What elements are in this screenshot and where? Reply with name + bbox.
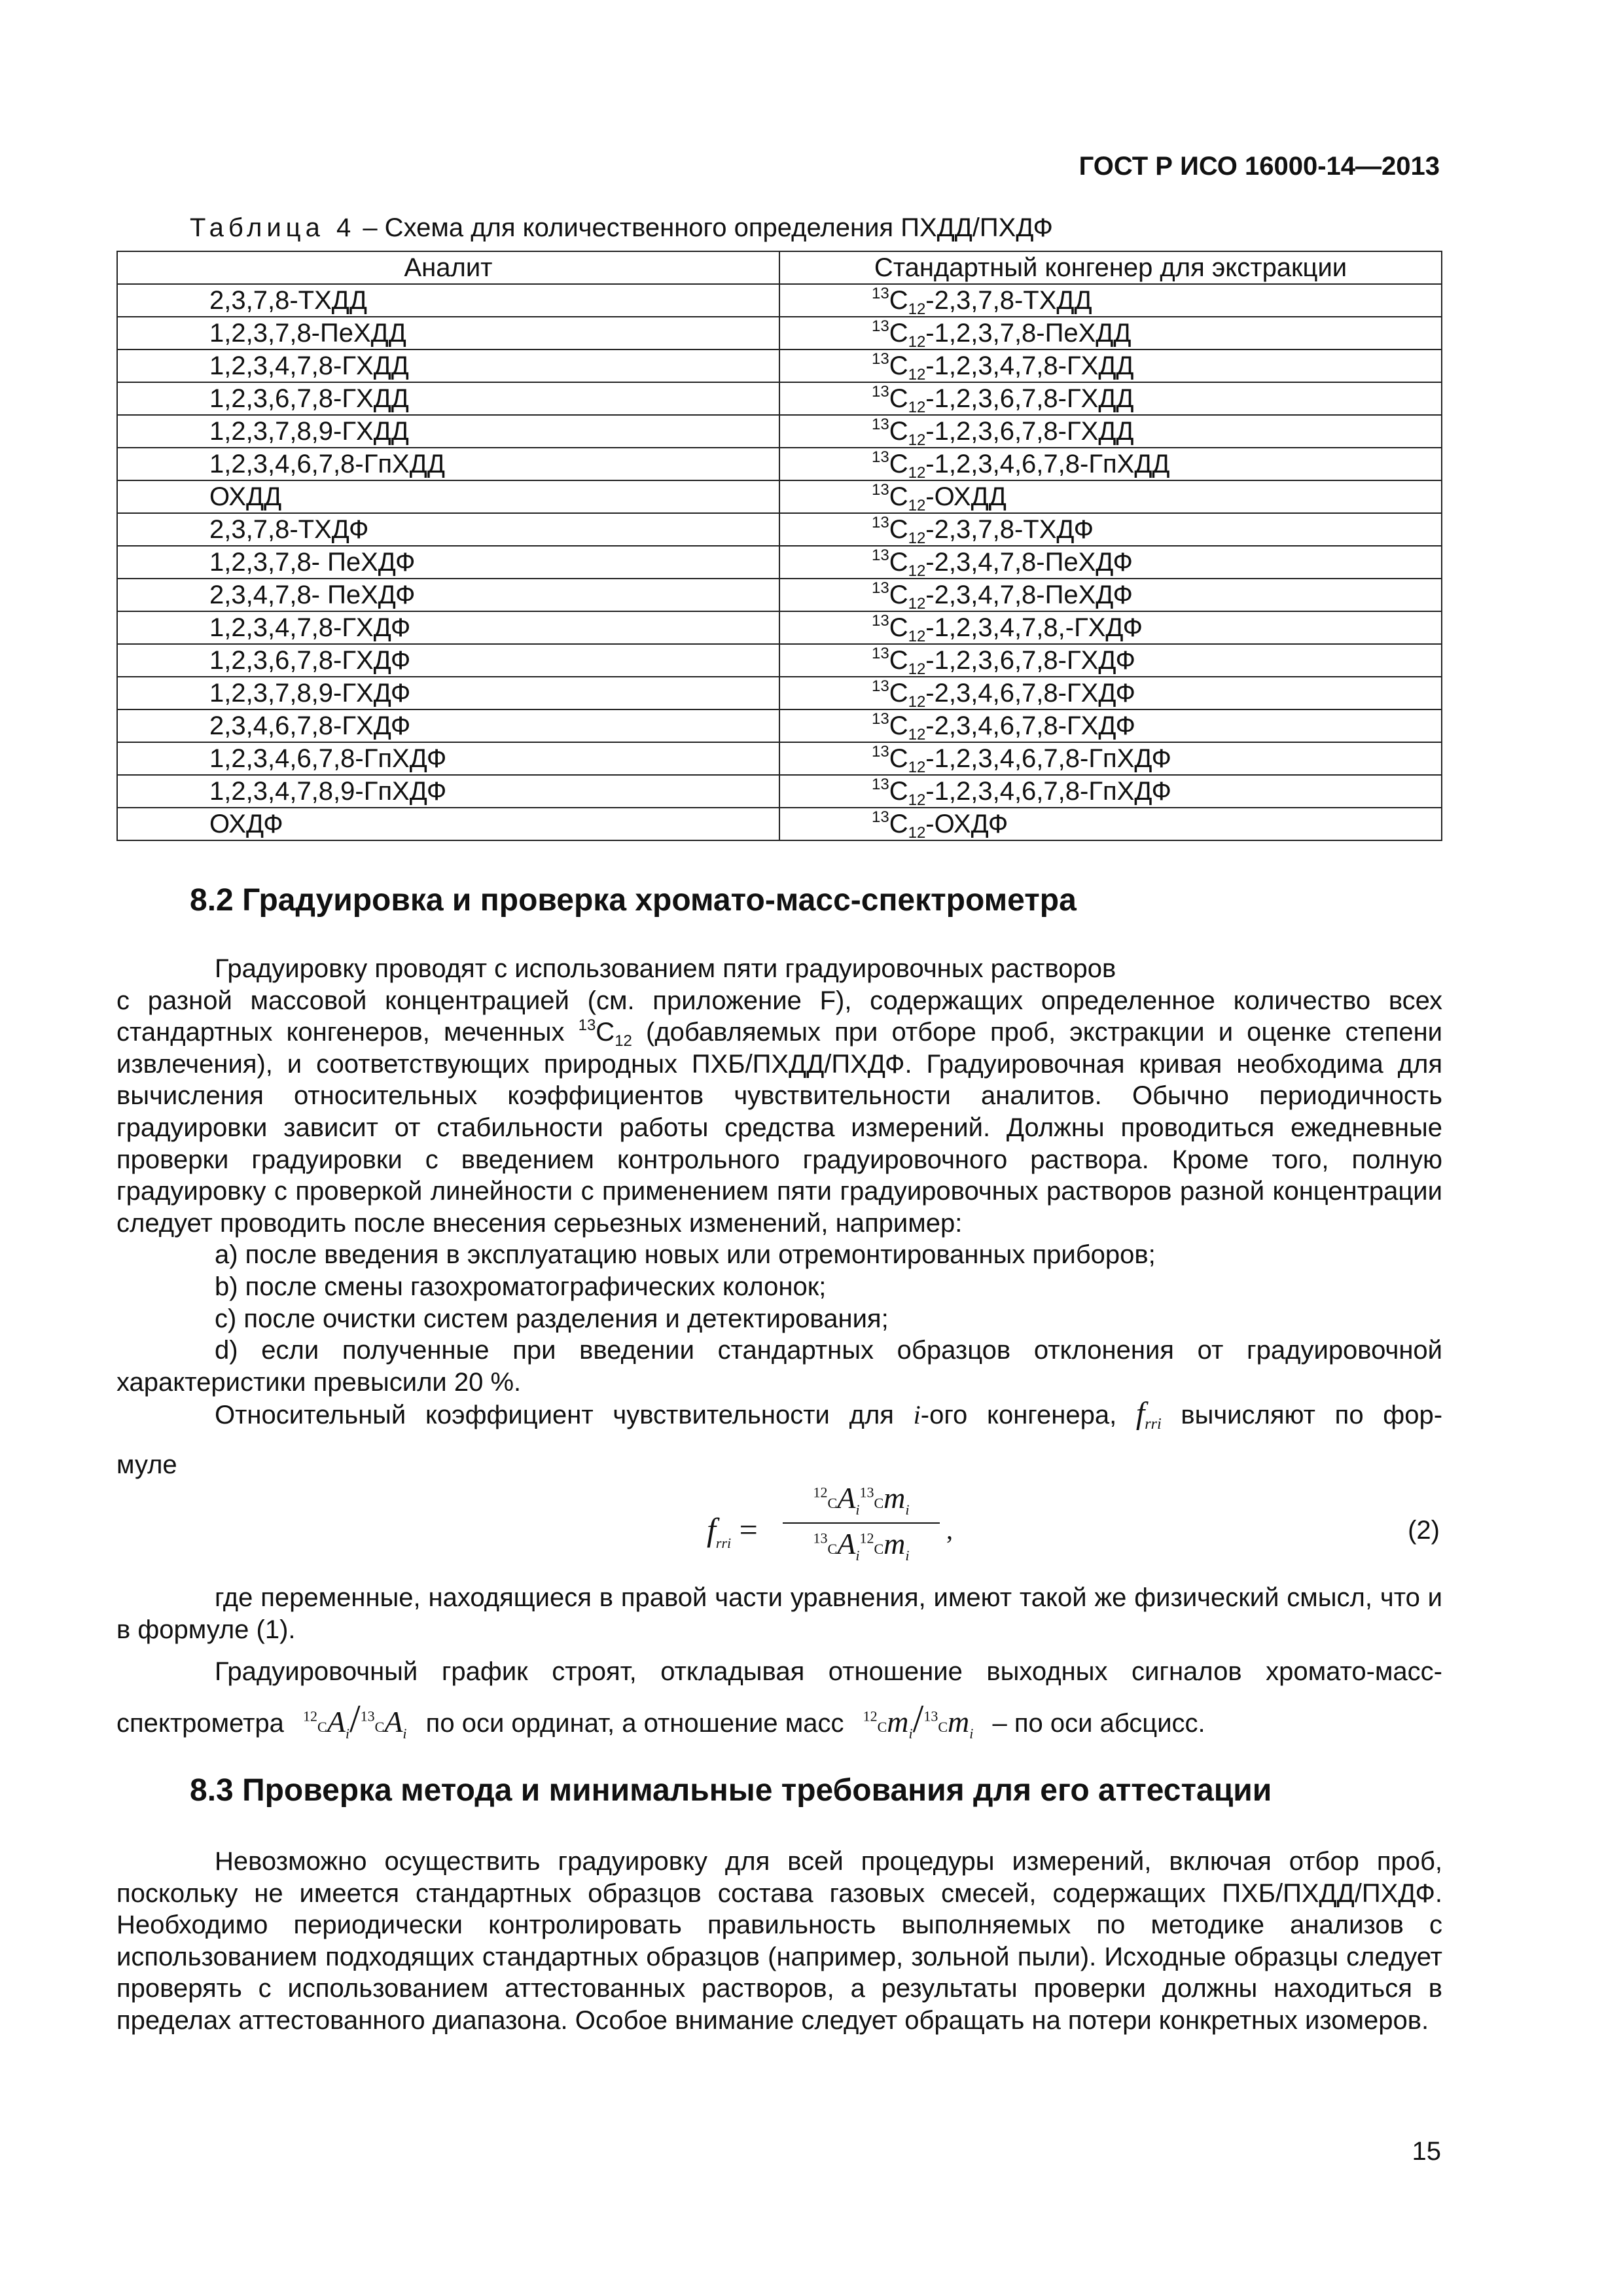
carbon-subscript: 12 xyxy=(908,300,926,318)
table-row xyxy=(117,611,1442,644)
signal-ratio: $^{12}CA_i/^{13}CA_i$ xyxy=(303,1697,407,1742)
document-header: ГОСТ Р ИСО 16000-14—2013 xyxy=(1079,152,1440,181)
table-caption-label: Таблица 4 xyxy=(190,213,356,242)
table-caption-text: – Схема для количественного определения ПХДД/ПХДФ xyxy=(355,213,1053,242)
equation-comma: , xyxy=(946,1515,953,1545)
isotope-superscript: 13 xyxy=(872,743,889,761)
congener-name: -1,2,3,6,7,8-ГХДД xyxy=(925,417,1134,446)
table-row xyxy=(117,742,1442,775)
column-header-analyte: Аналит xyxy=(117,251,779,284)
carbon-subscript: 12 xyxy=(908,366,926,384)
congener-table xyxy=(116,251,1442,841)
carbon-symbol: C xyxy=(889,646,908,675)
congener-name: -1,2,3,4,6,7,8-ГпХДФ xyxy=(925,744,1171,773)
standard-cell xyxy=(779,644,1442,677)
table-row xyxy=(117,513,1442,546)
table-row xyxy=(117,480,1442,513)
method-check-paragraph xyxy=(116,1846,1442,2037)
carbon-subscript: 12 xyxy=(908,333,926,351)
table-row xyxy=(117,546,1442,579)
isotope-superscript: 13 xyxy=(872,448,889,466)
analyte-cell: 2,3,7,8-ТХДФ xyxy=(117,513,779,546)
carbon-subscript: 12 xyxy=(908,660,926,678)
table-row xyxy=(117,350,1442,382)
standard-cell xyxy=(779,677,1442,709)
congener-name: -ОХДФ xyxy=(925,810,1008,838)
formula-intro-end: муле xyxy=(116,1450,177,1479)
table-row xyxy=(117,448,1442,480)
table-row xyxy=(117,284,1442,317)
standard-cell xyxy=(779,742,1442,775)
carbon-subscript: 12 xyxy=(908,628,926,645)
equals-sign: = xyxy=(739,1511,758,1548)
congener-name: -1,2,3,4,7,8,-ГХДФ xyxy=(925,613,1143,642)
where-paragraph xyxy=(116,1582,1442,1645)
congener-name: -2,3,4,7,8-ПеХДФ xyxy=(925,581,1133,609)
carbon-subscript: 12 xyxy=(908,595,926,613)
congener-name: -1,2,3,6,7,8-ГХДФ xyxy=(925,646,1135,675)
paragraph-text xyxy=(116,986,1442,1238)
standard-cell xyxy=(779,382,1442,415)
analyte-cell: 1,2,3,7,8,9-ГХДД xyxy=(117,415,779,448)
carbon-subscript: 12 xyxy=(908,693,926,711)
equation-fraction xyxy=(783,1480,940,1566)
congener-name: -ОХДД xyxy=(925,482,1007,511)
analyte-cell: 1,2,3,6,7,8-ГХДФ xyxy=(117,644,779,677)
index-i: i xyxy=(913,1400,921,1430)
isotope-superscript: 13 xyxy=(872,645,889,662)
analyte-cell: 1,2,3,4,7,8-ГХДФ xyxy=(117,611,779,644)
carbon-subscript: 12 xyxy=(908,399,926,416)
standard-cell xyxy=(779,448,1442,480)
isotope-superscript: 13 xyxy=(872,285,889,302)
analyte-cell: 1,2,3,7,8- ПеХДФ xyxy=(117,546,779,579)
analyte-cell: ОХДД xyxy=(117,480,779,513)
analyte-cell: ОХДФ xyxy=(117,808,779,840)
carbon-symbol: C xyxy=(596,1018,615,1047)
carbon-symbol: C xyxy=(889,581,908,609)
symbol-f: f xyxy=(1135,1396,1145,1431)
table-row xyxy=(117,709,1442,742)
congener-name: -1,2,3,4,6,7,8-ГпХДД xyxy=(925,450,1170,478)
paragraph-line: Градуировку проводят с использованием пяти градуировочных растворов xyxy=(215,954,1116,983)
list-item-a: a) после введения в эксплуатацию новых или отремонтированных приборов; xyxy=(215,1240,1156,1270)
carbon-symbol: C xyxy=(889,548,908,577)
analyte-cell: 1,2,3,7,8,9-ГХДФ xyxy=(117,677,779,709)
carbon-subscript: 12 xyxy=(908,726,926,744)
isotope-superscript: 13 xyxy=(872,677,889,695)
list-item-d: d) если полученные при введении стандартных образцов отклонения от градуировочной характеристики превысили 20 %. xyxy=(116,1336,1442,1397)
equation-number: (2) xyxy=(1408,1516,1440,1545)
isotope-superscript: 13 xyxy=(872,710,889,728)
paragraph-text: Невозможно осуществить градуировку для всей процедуры измерений, включая отбор проб, поскольку не имеется стандартных образцов состава газовых смесей, содержащих ПХБ/ПХДД/ПХДФ. Необходимо периодически контролировать правильность выполняемых по методике анализов с использованием подходящих стандартных образцов (например, зольной пыли). Исходные образцы следует проверять с использованием аттестованных растворов, а результаты проверки должны находиться в пределах аттестованного диапазона. Особое внимание следует обращать на потери конкретных изомеров. xyxy=(116,1847,1442,2035)
isotope-superscript: 13 xyxy=(872,317,889,335)
carbon-subscript: 12 xyxy=(908,562,926,580)
carbon-subscript: 12 xyxy=(908,791,926,809)
text-run: спектрометра xyxy=(116,1709,284,1738)
carbon-subscript: 12 xyxy=(908,497,926,514)
symbol-f-subscript: rri xyxy=(715,1535,732,1551)
standard-cell xyxy=(779,775,1442,808)
carbon-subscript: 12 xyxy=(908,464,926,482)
standard-cell xyxy=(779,808,1442,840)
isotope-superscript: 13 xyxy=(872,416,889,433)
carbon-symbol: C xyxy=(889,744,908,773)
carbon-symbol: C xyxy=(889,482,908,511)
carbon-subscript: 12 xyxy=(908,824,926,842)
table-row xyxy=(117,415,1442,448)
isotope-superscript: 13 xyxy=(872,383,889,401)
isotope-superscript: 13 xyxy=(872,481,889,499)
section-8-3-title: 8.3 Проверка метода и минимальные требования для его аттестации xyxy=(190,1773,1272,1808)
carbon-symbol: C xyxy=(889,711,908,740)
standard-cell xyxy=(779,709,1442,742)
list-item-c: c) после очистки систем разделения и детектирования; xyxy=(215,1304,889,1333)
table-header-row xyxy=(117,251,1442,284)
table-row xyxy=(117,775,1442,808)
text-run: по оси ординат, а отношение масс xyxy=(425,1709,844,1738)
congener-name: -2,3,4,6,7,8-ГХДФ xyxy=(925,711,1135,740)
graph-paragraph-line1: Градуировочный график строят, откладывая отношение выходных сигналов хромато-масс- xyxy=(215,1657,1442,1686)
isotope-superscript: 13 xyxy=(872,776,889,793)
carbon-symbol: C xyxy=(889,679,908,708)
congener-name: -2,3,4,7,8-ПеХДФ xyxy=(925,548,1133,577)
column-header-standard: Стандартный конгенер для экстракции xyxy=(779,251,1442,284)
congener-name: -1,2,3,4,6,7,8-ГпХДФ xyxy=(925,777,1171,806)
carbon-symbol: C xyxy=(889,384,908,413)
table-caption xyxy=(190,213,1053,243)
analyte-cell: 2,3,4,6,7,8-ГХДФ xyxy=(117,709,779,742)
page-number: 15 xyxy=(1412,2137,1441,2166)
carbon-subscript: 12 xyxy=(908,431,926,449)
analyte-cell: 2,3,7,8-ТХДД xyxy=(117,284,779,317)
mass-ratio: $^{12}Cm_i/^{13}Cm_i$ xyxy=(863,1697,974,1742)
carbon-symbol: C xyxy=(889,777,908,806)
carbon-symbol: C xyxy=(889,286,908,315)
text-run: – по оси абсцисс. xyxy=(992,1709,1205,1738)
table-row xyxy=(117,382,1442,415)
table-row xyxy=(117,808,1442,840)
congener-name: -2,3,7,8-ТХДФ xyxy=(925,515,1094,544)
standard-cell xyxy=(779,579,1442,611)
analyte-cell: 1,2,3,4,6,7,8-ГпХДФ xyxy=(117,742,779,775)
standard-cell xyxy=(779,284,1442,317)
isotope-superscript: 13 xyxy=(872,579,889,597)
table-row xyxy=(117,677,1442,709)
carbon-symbol: C xyxy=(889,515,908,544)
analyte-cell: 1,2,3,4,7,8,9-ГпХДФ xyxy=(117,775,779,808)
calibration-paragraph xyxy=(116,953,1442,1431)
table-row xyxy=(117,317,1442,350)
isotope-superscript: 13 xyxy=(872,350,889,368)
fraction-bar xyxy=(783,1522,940,1524)
equation-lhs xyxy=(707,1511,758,1552)
carbon-symbol: C xyxy=(889,417,908,446)
isotope-superscript: 13 xyxy=(872,808,889,826)
congener-name: -1,2,3,4,7,8-ГХДД xyxy=(925,351,1134,380)
list-item-b: b) после смены газохроматографических колонок; xyxy=(215,1272,827,1301)
analyte-cell: 2,3,4,7,8- ПеХДФ xyxy=(117,579,779,611)
isotope-superscript: 13 xyxy=(872,547,889,564)
table-row xyxy=(117,579,1442,611)
text-run: вычисляют по фор- xyxy=(1161,1401,1443,1430)
text-run: с разной массовой концентрацией (см. приложение F), содержащих определенное количество всех стандартных конгенеров, меченных xyxy=(116,986,1442,1047)
isotope-superscript: 13 xyxy=(872,612,889,630)
isotope-superscript: 13 xyxy=(872,514,889,531)
standard-cell xyxy=(779,317,1442,350)
table-row xyxy=(117,644,1442,677)
carbon-subscript: 12 xyxy=(908,529,926,547)
analyte-cell: 1,2,3,4,7,8-ГХДД xyxy=(117,350,779,382)
congener-name: -2,3,4,6,7,8-ГХДФ xyxy=(925,679,1135,708)
carbon-subscript: 12 xyxy=(908,759,926,776)
isotope-superscript: 13 xyxy=(578,1016,596,1035)
fraction-numerator: $^{12}CA_i^{13}Cm_i$ xyxy=(813,1481,910,1518)
analyte-cell: 1,2,3,6,7,8-ГХДД xyxy=(117,382,779,415)
relative-coefficient-line xyxy=(116,1398,1442,1431)
graph-paragraph-line2 xyxy=(116,1696,1205,1742)
where-text: где переменные, находящиеся в правой части уравнения, имеют такой же физический смысл, что и в формуле (1). xyxy=(116,1583,1442,1644)
carbon-symbol: C xyxy=(889,810,908,838)
carbon-symbol: C xyxy=(889,450,908,478)
carbon-symbol: C xyxy=(889,351,908,380)
congener-name: -1,2,3,7,8-ПеХДД xyxy=(925,319,1132,348)
symbol-f: f xyxy=(707,1511,716,1548)
standard-cell xyxy=(779,513,1442,546)
standard-cell xyxy=(779,350,1442,382)
congener-name: -1,2,3,6,7,8-ГХДД xyxy=(925,384,1134,413)
text-run: Относительный коэффициент чувствительности для xyxy=(215,1401,914,1430)
symbol-f-subscript: rri xyxy=(1145,1416,1162,1433)
carbon-subscript: 12 xyxy=(615,1032,632,1050)
fraction-denominator: $^{13}CA_i^{12}Cm_i$ xyxy=(813,1527,910,1564)
standard-cell xyxy=(779,611,1442,644)
congener-name: -2,3,7,8-ТХДД xyxy=(925,286,1092,315)
carbon-symbol: C xyxy=(889,319,908,348)
standard-cell xyxy=(779,546,1442,579)
standard-cell xyxy=(779,415,1442,448)
section-8-2-title: 8.2 Градуировка и проверка хромато-масс-спектрометра xyxy=(190,883,1077,918)
carbon-symbol: C xyxy=(889,613,908,642)
standard-cell xyxy=(779,480,1442,513)
text-run: -ого конгенера, xyxy=(920,1401,1136,1430)
text-run: (добавляемых при отборе проб, экстракции и оценке степени извлечения), и соответствующих природных ПХБ/ПХДД/ПХДФ. Градуировочная кривая необходима для вычисления относительных коэффициентов чувствительности аналитов. Обычно периодичность градуировки зависит от стабильности работы средства измерений. Должны проводиться ежедневные проверки градуировки с введением контрольного градуировочного раствора. Кроме того, полную градуировку с проверкой линейности с применением пяти градуировочных растворов разной концентрации следует проводить после внесения серьезных изменений, например: xyxy=(116,1018,1442,1238)
analyte-cell: 1,2,3,7,8-ПеХДД xyxy=(117,317,779,350)
analyte-cell: 1,2,3,4,6,7,8-ГпХДД xyxy=(117,448,779,480)
